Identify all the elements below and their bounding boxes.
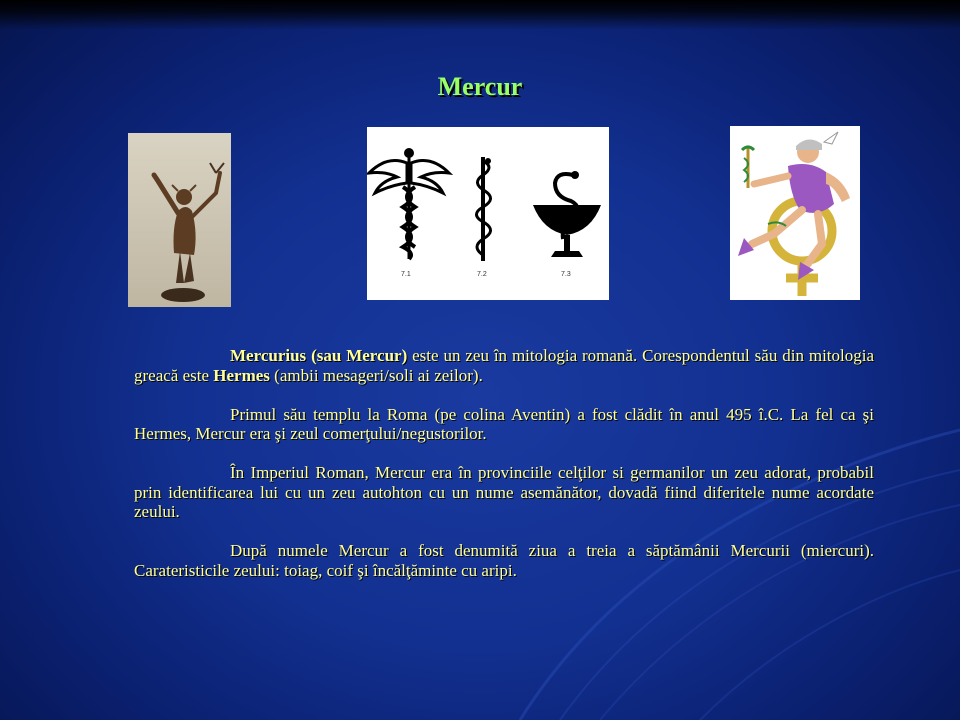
bowl-of-hygieia-icon <box>533 171 601 257</box>
slide-body-text <box>134 346 874 600</box>
top-dark-band <box>0 0 960 30</box>
caduceus-symbols-illustration <box>367 127 609 300</box>
symbol-label-7-1: 7.1 <box>401 271 411 278</box>
paragraph-1-text-a: este un zeu în mitologia romană. Corespondentul său din mitologia greacă este <box>134 346 875 385</box>
mercury-figure-image <box>730 126 860 300</box>
rod-of-asclepius-icon <box>476 157 491 261</box>
paragraph-3: În Imperiul Roman, Mercur era în provinciile celţilor si germanilor un zeu adorat, probabil prin identificarea lui cu un zeu autohton cu un nume asemănător, dovadă fiind diferitele nume acordate zeului. <box>134 463 874 521</box>
paragraph-1-text-b: (ambii mesageri/soli ai zeilor). <box>269 365 483 385</box>
symbol-label-7-3: 7.3 <box>561 271 571 278</box>
caduceus-icon <box>369 148 449 259</box>
paragraph-2: Primul său templu la Roma (pe colina Aventin) a fost clădit în anul 495 î.C. La fel ca şi Hermes, Mercur era şi zeul comerţului/negustorilor. <box>134 404 874 443</box>
medical-symbols-image <box>367 127 609 300</box>
bold-term-mercurius: Mercurius (sau Mercur) <box>230 346 408 365</box>
paragraph-1 <box>134 346 874 385</box>
symbol-label-7-2: 7.2 <box>477 271 487 278</box>
slide-title: Mercur <box>437 72 523 101</box>
bold-term-hermes: Hermes <box>213 365 270 385</box>
mercury-running-illustration <box>730 126 860 300</box>
bronze-statue-illustration <box>128 133 231 307</box>
paragraph-4: După numele Mercur a fost denumită ziua a treia a săptămânii Mercurii (miercuri). Carateristicile zeului: toiag, coif şi încălţăminte cu aripi. <box>134 541 874 580</box>
statue-image <box>128 133 231 307</box>
